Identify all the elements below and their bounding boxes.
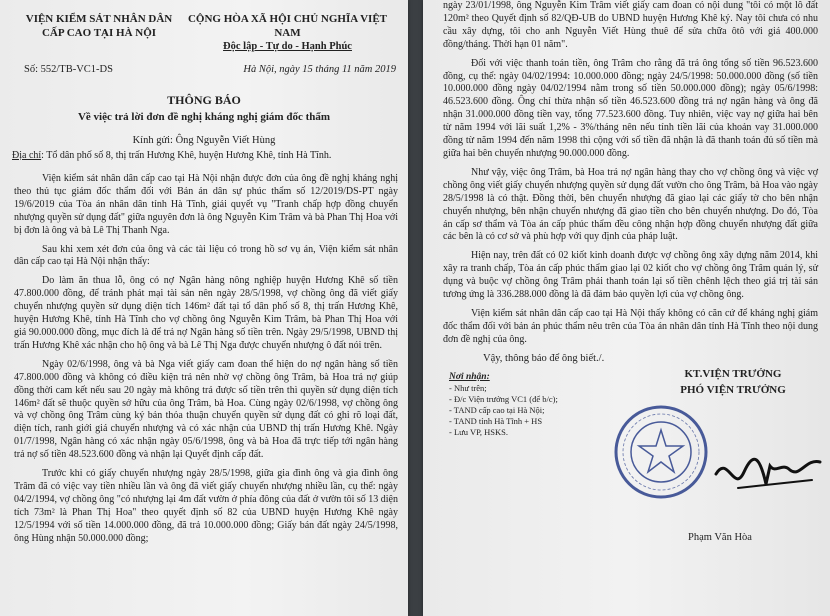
agency-line-2: CẤP CAO TẠI HÀ NỘI bbox=[41, 27, 157, 39]
document-title: THÔNG BÁO bbox=[167, 93, 241, 107]
address-line bbox=[0, 150, 408, 161]
national-heading bbox=[175, 12, 400, 54]
document-subtitle: Về việc trả lời đơn đề nghị kháng nghị giám đốc thẩm bbox=[77, 111, 331, 123]
document-header bbox=[0, 0, 408, 54]
document-page-left bbox=[0, 0, 408, 616]
signature-block bbox=[423, 364, 830, 564]
body-paragraph: Hiện nay, trên đất có 02 kiốt kinh doanh được vợ chồng ông xây dựng năm 2014, khi xây ra tranh chấp, Tòa án cấp phúc thẩm giao lại 02 kiốt cho vợ chồng ông Trâm quản lý, sử dụng và buộc vợ chồng ông Trâm phải thanh toán lại số tiền chênh lệch theo giá trị tài sản tương ứng là 336.288.000 đồng là đã đảm bảo quyền lợi của vợ chồng ông. bbox=[443, 250, 818, 301]
national-motto: Độc lập - Tự do - Hạnh Phúc bbox=[223, 41, 352, 52]
body-paragraph: ngày 23/01/1998, ông Nguyễn Kim Trâm viết giấy cam đoan có nội dung "tôi có một lô đất 120m² theo Quyết định số 82/QĐ-UB do UBND huyện Hương Khê ký. Nay tôi chưa có nhu cầu xây dựng, tôi cho anh Nguyễn Viết Hùng thuê để sửa chữa ôtô với giá 400.000 đồng/tháng. Thời hạn 01 năm". bbox=[443, 0, 818, 50]
recipients-list bbox=[449, 372, 558, 438]
document-page-right bbox=[423, 0, 830, 616]
recipient-item: - TAND cấp cao tại Hà Nội; bbox=[449, 404, 545, 415]
document-meta bbox=[0, 54, 408, 75]
signer-name: Phạm Văn Hòa bbox=[688, 531, 752, 543]
recipient-item: - Lưu VP, HSKS. bbox=[449, 426, 509, 437]
nation-line: CỘNG HÒA XÃ HỘI CHỦ NGHĨA VIỆT NAM bbox=[187, 13, 388, 39]
salutation: Kính gửi: Ông Nguyễn Viết Hùng bbox=[132, 135, 276, 146]
address-label: Địa chỉ bbox=[12, 150, 42, 161]
official-seal-icon bbox=[613, 404, 709, 500]
document-number: Số: 552/TB-VC1-DS bbox=[24, 64, 113, 75]
agency-name bbox=[24, 12, 174, 54]
body-paragraph: Sau khi xem xét đơn của ông và các tài liệu có trong hồ sơ vụ án, Viện kiểm sát nhân dân cấp cao tại Hà Nội nhận thấy: bbox=[14, 243, 398, 268]
body-paragraph: Do làm ăn thua lỗ, ông có nợ Ngân hàng nông nghiệp huyện Hương Khê số tiền 47.800.000 đồng, để tránh phát mại tài sản nên ngày 28/5/1998, vợ chồng ông đã viết giấy chuyển nhượng quyền sử dụng diện tích 146m² đất tại tổ dân phố số 8, thị trấn Hương Khê, huyện Hương Khê, tỉnh Hà Tĩnh cho vợ chồng ông Nguyễn Kim Trâm, bà Phan Thị Hoa với giá 90.000.000 đồng, mục đích là để trả nợ Ngân hàng số tiền trên. Ngày 29/5/1998, UBND thị trấn Hương Khê xác nhận cho hộ ông và bà Lê Thị Nga được chuyển nhượng ô đất nói trên. bbox=[14, 275, 398, 351]
recipient-item: - Đ/c Viện trưởng VC1 (để b/c); bbox=[449, 393, 558, 404]
signer-title-line-2: PHÓ VIỆN TRƯỞNG bbox=[680, 383, 786, 396]
recipient-item: - Như trên; bbox=[449, 382, 487, 393]
body-paragraph: Viện kiểm sát nhân dân cấp cao tại Hà Nội thấy không có căn cứ để kháng nghị giám đốc thẩm đối với bản án phúc thẩm nêu trên của Tòa án nhân dân tỉnh Hà Tĩnh theo nội dung đơn đề nghị của ông. bbox=[443, 307, 818, 345]
document-date: Hà Nội, ngày 15 tháng 11 năm 2019 bbox=[243, 64, 396, 75]
recipient-item: - TAND tỉnh Hà Tĩnh + HS bbox=[449, 415, 543, 426]
body-paragraph: Ngày 02/6/1998, ông và bà Nga viết giấy cam đoan thể hiện do nợ ngân hàng số tiền 47.800.000 đồng và không có điều kiện trả nên nhờ vợ chồng ông Trâm, bà Hoa trả nợ giúp đồng thời cam kết nếu sau 20 ngày mà không trả được số tiền trên thì quyền sử dụng diện tích 146m² đất sẽ thuộc quyền sở hữu của ông Trâm, bà Hoa. Cùng ngày 02/6/1998, vợ chồng ông và vợ chồng ông Trâm cùng ký bản thỏa thuận chuyển quyền sử dụng đất có ghi rõ loại đất, diện tích, ranh giới giá chuyển nhượng và có xác nhận của UBND thị trấn Hương Khê. Ngày 01/7/1998, Ngân hàng có xác nhận ngày 05/6/1998, ông và bà Hoa đã trực tiếp tới ngân hàng trả nợ số tiền 48.523.600 đồng và nhận lại Quyết định cấp đất. bbox=[14, 358, 398, 461]
body-paragraph: Trước khi có giấy chuyển nhượng ngày 28/5/1998, giữa gia đình ông và gia đình ông Trâm đã có việc vay tiền nhiều lần và ông đã viết giấy chuyển nhượng nhiều lần, cụ thể: ngày 04/2/1994, vợ chồng ông "có nhượng lại 4m đất vườn ở phía đông của đất ở vườn tôi số 13 diện tích 73m² là Phan Thị Hoa" theo quyết định số 82 của UBND huyện Hương Khê ngày 12/5/1994 với số tiền 14.000.000 đồng, đã trả 10.000.000 đồng; Giấy bán đất ngày 24/5/1998, ông Hùng nhận 50.000.000 đồng; bbox=[14, 468, 398, 544]
handwritten-signature bbox=[708, 444, 828, 504]
body-paragraph: Như vậy, việc ông Trâm, bà Hoa trả nợ ngân hàng thay cho vợ chồng ông và việc vợ chồng ông viết giấy chuyển nhượng quyền sử dụng đất vườn cho ông Trâm, bà Hoa vào ngày 28/5/1998 là có thật. Đồng thời, bên chuyển nhượng đã giao lại các giấy tờ cho bên nhận chuyển nhượng, bên nhận chuyển nhượng đã giao tiền cho bên chuyển nhượng. Do đó, Tòa án cấp sơ thẩm và Tòa án cấp phúc thẩm đều công nhận hợp đồng chuyển nhượng đất giữa các bên là có cơ sở và phù hợp với quy định của pháp luật. bbox=[443, 166, 818, 243]
body-paragraph: Viện kiểm sát nhân dân cấp cao tại Hà Nội nhận được đơn của ông đề nghị kháng nghị theo thủ tục giám đốc thẩm đối với Bản án dân sự phúc thẩm số 12/2019/DS-PT ngày 19/6/2019 của Tòa án nhân dân tỉnh Hà Tĩnh, giải quyết vụ "Tranh chấp hợp đồng chuyển nhượng quyền sử dụng đất" giữa nguyên đơn là ông Nguyễn Kim Trâm và bà Phan Thị Hoa với bị đơn là ông và bà Lê Thị Thanh Nga. bbox=[14, 173, 398, 236]
body-paragraph: Đối với việc thanh toán tiền, ông Trâm cho rằng đã trả ông tổng số tiền 96.523.600 đồng, cụ thể: ngày 04/02/1994: 10.000.000 đồng; ngày 24/5/1998: 50.000.000 đồng (số tiền 10.000.000 đồng ngày 04/02/1994 nằm trong số tiền 50.000.000 đồng); ngày 05/6/1998: 46.523.600 đồng. Ông chỉ thừa nhận số tiền 46.523.600 đồng trả nợ ngân hàng và ông đã nhận 31.000.000 đồng tiền vay, tổng 77.523.600 đồng. Tuy nhiên, việc vay nợ giữa hai bên từ năm 1994 với lãi suất 1,2% - 3%/tháng nên nếu tính tiền lãi của khoản vay 31.000.000 đồng từ năm 1994 đến năm 1998 thì cộng với số tiền đã nhận là đã thanh toán đủ số tiền mà giữa hai bên chuyển nhượng 90.000.000 đồng. bbox=[443, 57, 818, 159]
signer-title bbox=[653, 366, 813, 398]
address-text: : Tổ dân phố số 8, thị trấn Hương Khê, huyện Hương Khê, tỉnh Hà Tĩnh. bbox=[41, 150, 332, 161]
agency-line-1: VIỆN KIỂM SÁT NHÂN DÂN bbox=[25, 13, 173, 25]
signer-title-line-1: KT.VIỆN TRƯỞNG bbox=[684, 367, 782, 380]
recipients-label: Nơi nhận: bbox=[449, 371, 490, 382]
closing-line: Vậy, thông báo để ông biết./. bbox=[483, 352, 605, 364]
